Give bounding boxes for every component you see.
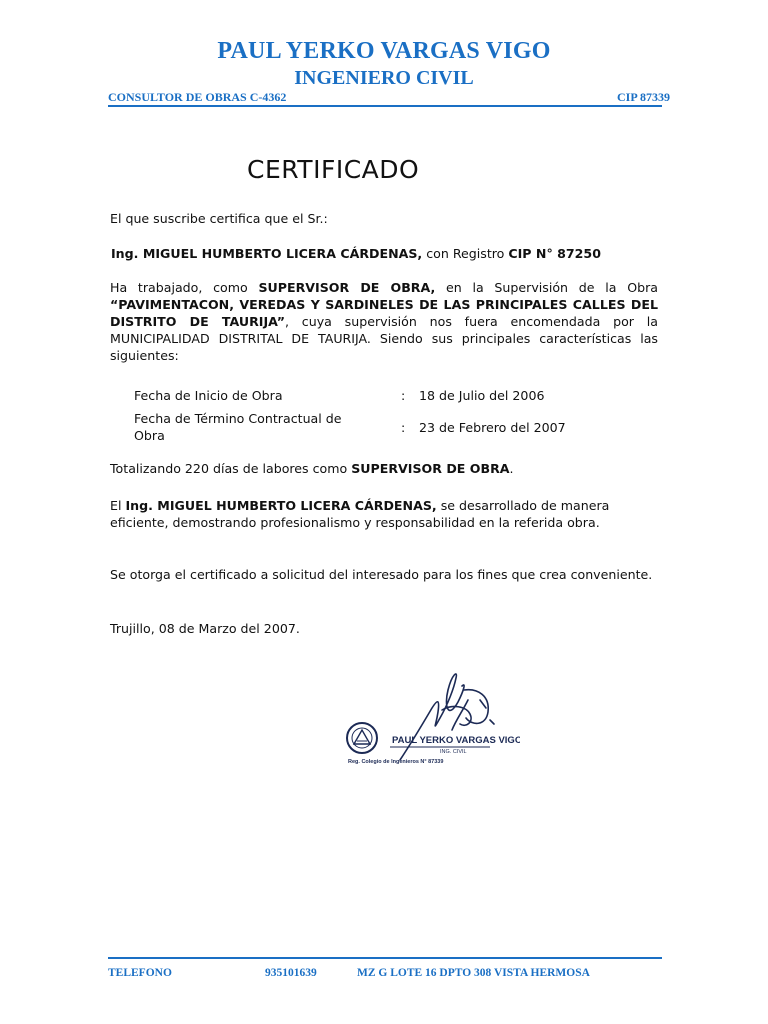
person-registry: CIP N° 87250 <box>508 246 601 261</box>
stamp-title: ING. CIVIL <box>440 749 467 755</box>
issue-date: Trujillo, 08 de Marzo del 2007. <box>110 621 300 636</box>
person-line <box>111 245 659 262</box>
para3-name: Ing. MIGUEL HUMBERTO LICERA CÁRDENAS, <box>125 498 437 513</box>
detail-value-start: 18 de Julio del 2006 <box>419 388 545 403</box>
header-divider <box>108 105 662 107</box>
para3-text-b: se desarrollado de manera eficiente, demostrando profesionalismo y responsabilidad en la referida obra. <box>110 498 610 530</box>
para3-text-a: El <box>110 498 126 513</box>
paragraph-performance <box>110 497 610 531</box>
footer-divider <box>108 957 662 959</box>
person-name: Ing. MIGUEL HUMBERTO LICERA CÁRDENAS, <box>111 246 423 261</box>
para1-role: SUPERVISOR DE OBRA, <box>258 280 436 295</box>
para1-text-b: en la Supervisión de la Obra <box>435 280 658 295</box>
detail-sep-start: : <box>401 388 406 403</box>
detail-label-start: Fecha de Inicio de Obra <box>134 388 283 403</box>
detail-value-end: 23 de Febrero del 2007 <box>419 420 566 435</box>
para1-text-c: , cuya supervisión nos fuera encomendada por la MUNICIPALIDAD DISTRITAL DE TAURIJA. Siendo sus principales características las siguientes: <box>110 314 658 363</box>
para2-text-a: Totalizando 220 días de labores como <box>110 461 352 476</box>
document-title: CERTIFICADO <box>247 155 420 184</box>
footer-phone: 935101639 <box>265 967 317 979</box>
letterhead-name: PAUL YERKO VARGAS VIGO <box>217 38 551 64</box>
letterhead-cip: CIP 87339 <box>616 90 670 104</box>
para2-role: SUPERVISOR DE OBRA <box>351 461 510 476</box>
footer-phone-label: TELEFONO <box>108 967 172 979</box>
seal-icon <box>347 723 377 753</box>
para1-text-a: Ha trabajado, como <box>110 280 259 295</box>
stamp-graphic <box>340 660 520 770</box>
paragraph-work <box>110 279 658 364</box>
detail-sep-end: : <box>401 420 406 435</box>
para2-text-b: . <box>509 461 514 476</box>
detail-label-end: Fecha de Término Contractual de Obra <box>134 411 342 443</box>
intro-text: El que suscribe certifica que el Sr.: <box>110 211 328 226</box>
stamp-name: PAUL YERKO VARGAS VIGO <box>392 735 520 746</box>
signature-stamp <box>340 660 520 770</box>
stamp-registry: Reg. Colegio de Ingenieros N° 87339 <box>348 759 444 765</box>
letterhead-title: INGENIERO CIVIL <box>294 67 474 89</box>
para1-project: “PAVIMENTACON, VEREDAS Y SARDINELES DE LAS PRINCIPALES CALLES DEL DISTRITO DE TAURIJA” <box>110 297 658 329</box>
person-registry-prefix: con Registro <box>422 246 509 261</box>
paragraph-issuance: Se otorga el certificado a solicitud del interesado para los fines que crea conveniente. <box>110 567 653 582</box>
paragraph-total <box>110 460 658 477</box>
footer-address: MZ G LOTE 16 DPTO 308 VISTA HERMOSA <box>357 967 590 979</box>
letterhead-consultor: CONSULTOR DE OBRAS C-4362 <box>108 90 287 104</box>
